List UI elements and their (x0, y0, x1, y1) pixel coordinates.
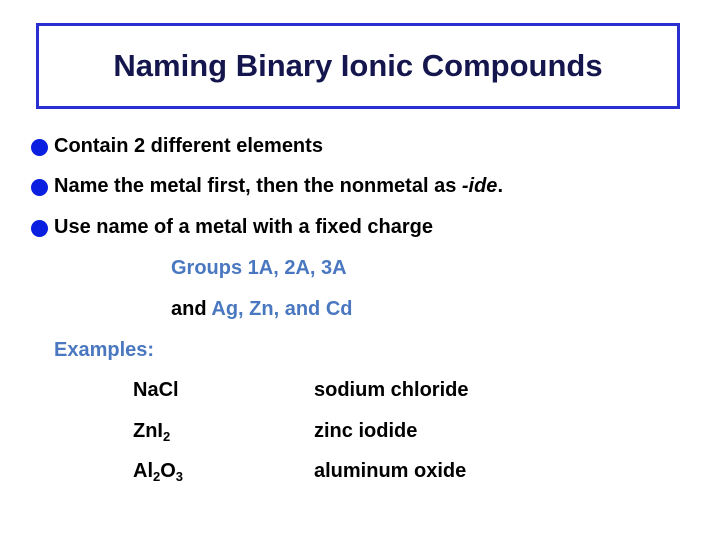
and-word: and (171, 298, 207, 320)
bullet-text-2 (54, 175, 503, 198)
formula-text: Al (133, 460, 153, 482)
example-name-2: zinc iodide (314, 420, 418, 442)
examples-label: Examples: (54, 339, 155, 361)
bullet-icon (31, 139, 48, 156)
bullet-text-3: Use name of a metal with a fixed charge (54, 216, 434, 238)
formula-text: O (160, 460, 176, 482)
ide-suffix: -ide (461, 175, 498, 197)
bullet-text-2-main: Name the metal first, then the nonmetal as (54, 175, 462, 197)
formula-subscript: 2 (163, 429, 171, 444)
formula-subscript: 2 (153, 469, 161, 484)
formula-text: ZnI (133, 420, 163, 442)
example-name-3: aluminum oxide (314, 460, 467, 482)
formula-text: NaCl (133, 379, 179, 401)
example-formula-1 (133, 379, 179, 402)
groups-line: Groups 1A, 2A, 3A (171, 257, 347, 279)
bullet-icon (31, 220, 48, 237)
and-metals: Ag, Zn, and Cd (211, 298, 353, 320)
bullet-text-1: Contain 2 different elements (54, 135, 323, 157)
title-box (36, 23, 680, 109)
and-line (171, 298, 352, 321)
example-formula-3 (133, 460, 183, 483)
example-formula-2 (133, 420, 170, 443)
bullet-icon (31, 179, 48, 196)
example-name-1: sodium chloride (314, 379, 469, 401)
formula-subscript: 3 (175, 469, 184, 484)
bullet-text-2-end: . (497, 175, 503, 197)
slide-title: Naming Binary Ionic Compounds (113, 48, 603, 83)
